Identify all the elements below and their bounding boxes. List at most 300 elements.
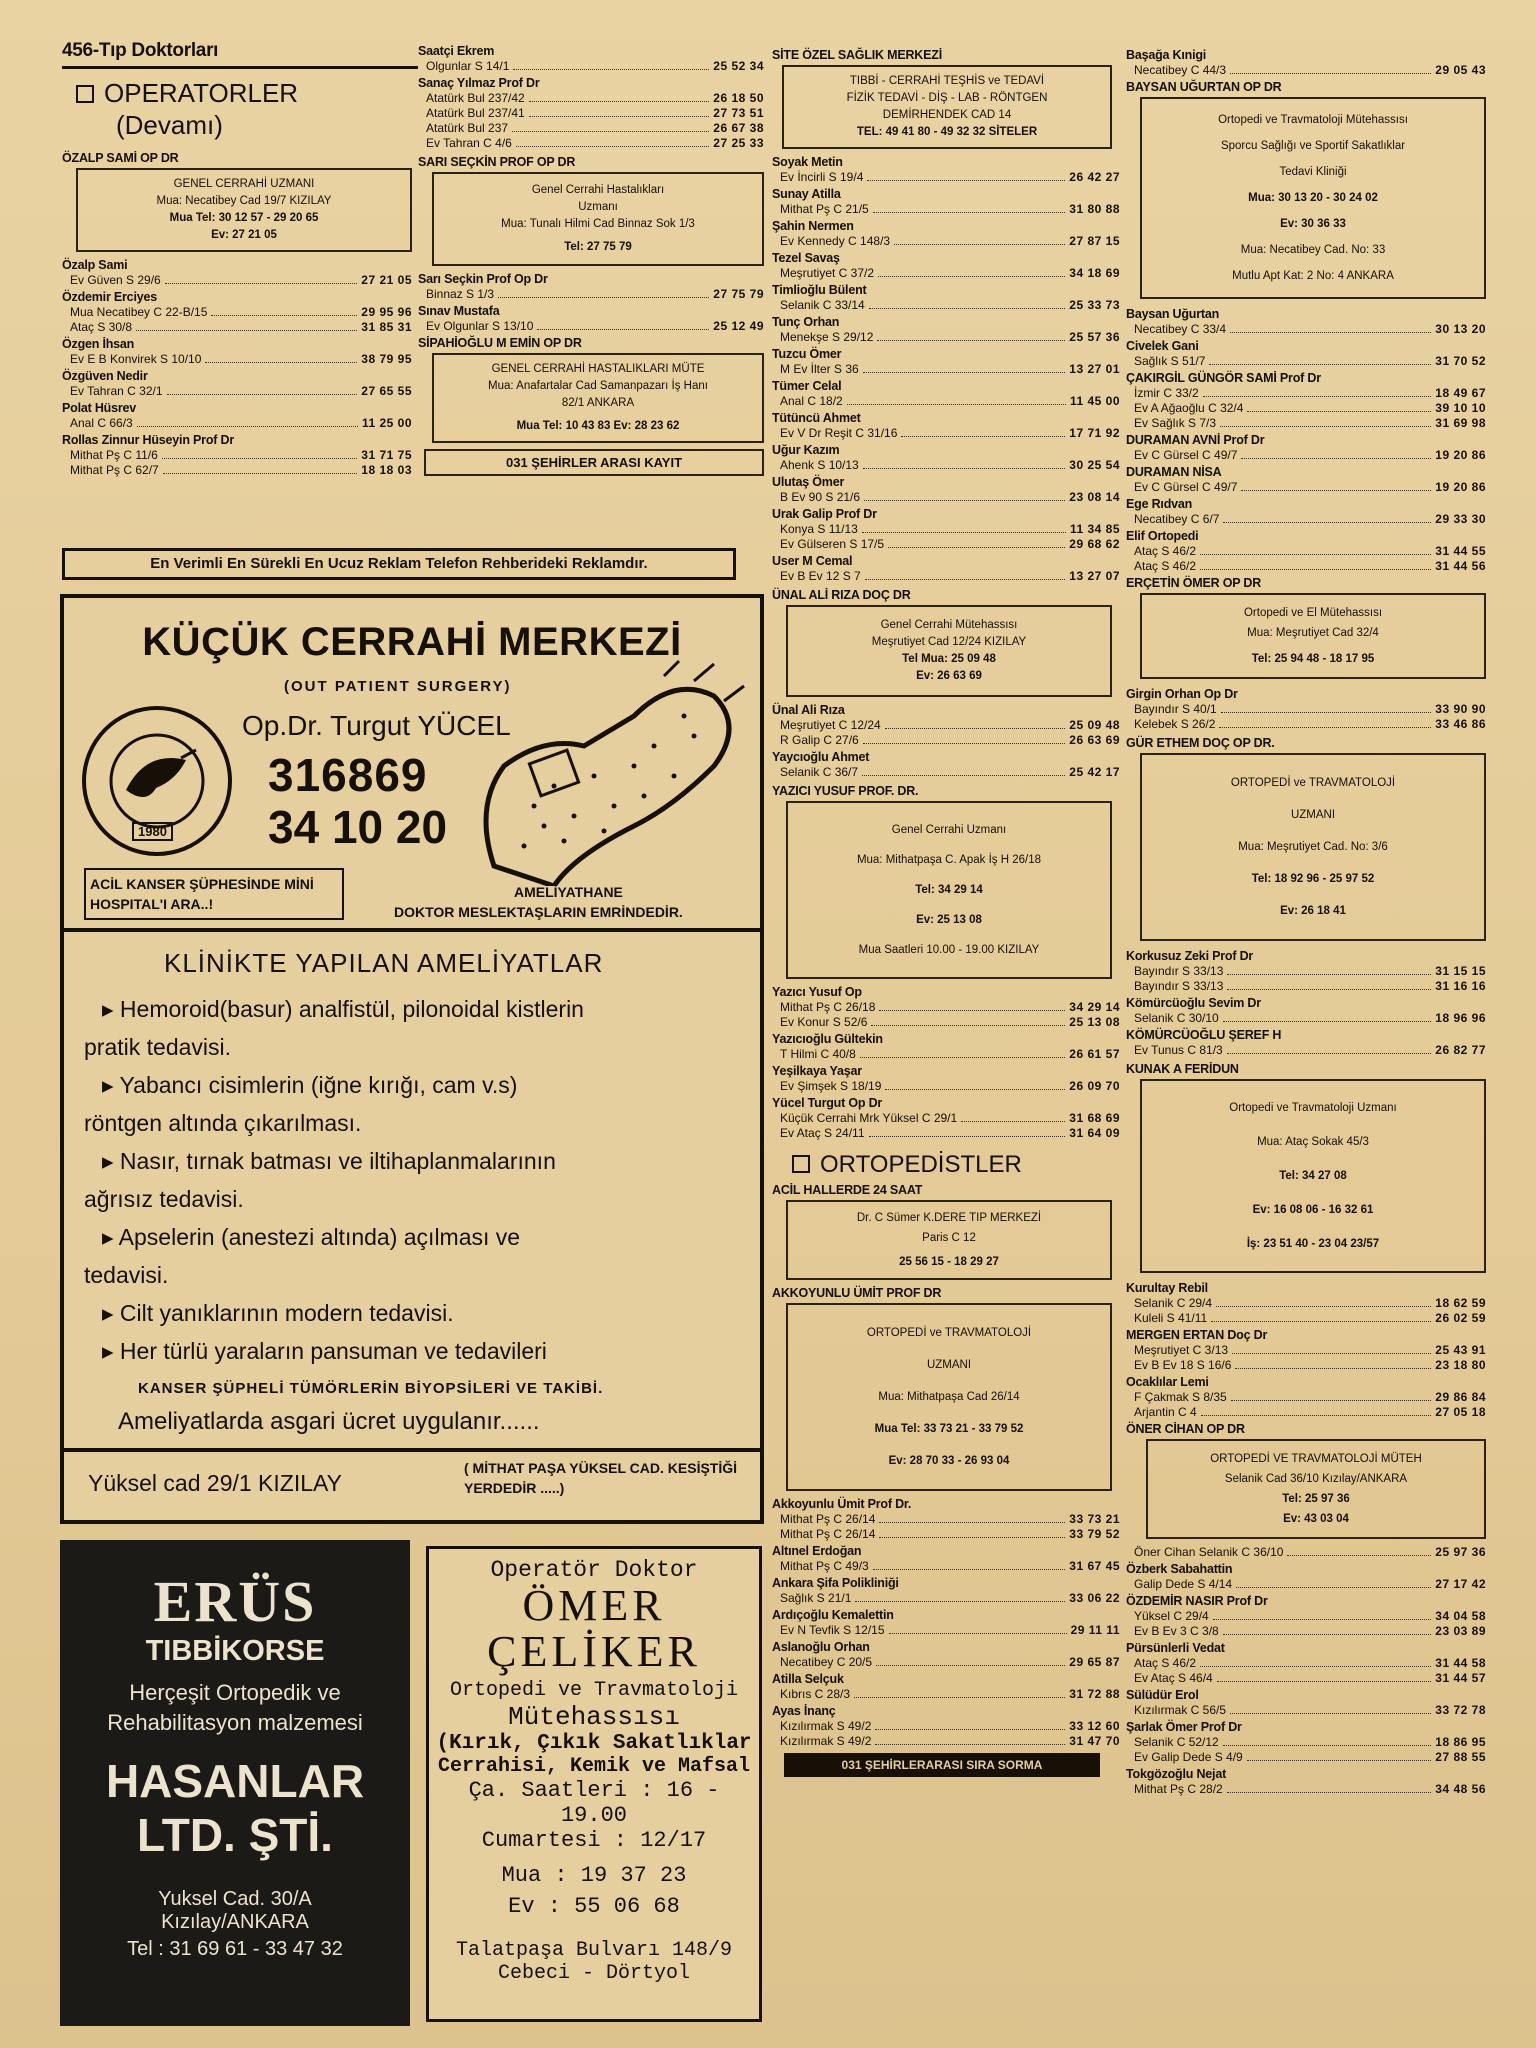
leader-dots	[205, 352, 357, 363]
entry-address: Bayındır S 33/13	[1134, 964, 1224, 978]
entry-line	[772, 1591, 1120, 1606]
erus-ad	[60, 1540, 410, 2026]
entry-line	[1126, 512, 1486, 527]
omer-celiker-ad	[426, 1546, 762, 2022]
directory-entry	[772, 1704, 1120, 1749]
leader-dots	[1247, 401, 1431, 412]
entry-line	[1126, 1390, 1486, 1405]
directory-entry	[1126, 1562, 1486, 1592]
leader-dots	[136, 320, 357, 331]
entry-address: Necatibey C 6/7	[1134, 512, 1220, 526]
entry-line	[772, 394, 1120, 409]
entry-address: Selanik C 52/12	[1134, 1735, 1219, 1749]
directory-entry	[1126, 949, 1486, 994]
directory-entry	[772, 283, 1120, 313]
entry-phone: 31 68 69	[1069, 1111, 1120, 1125]
entry-phone: 19 20 86	[1435, 448, 1486, 462]
column-2	[418, 44, 764, 476]
note-right-1: AMELİYATHANE	[514, 884, 623, 900]
entry-line	[772, 426, 1120, 441]
leader-dots	[1227, 1782, 1432, 1793]
entry-name: Saatçi Ekrem	[418, 44, 495, 58]
leader-dots	[1201, 1405, 1432, 1416]
checkbox-icon	[76, 85, 94, 103]
leader-dots	[878, 266, 1065, 277]
entry-address: Ev V Dr Reşit C 31/16	[780, 426, 898, 440]
bandaged-foot-illustration	[464, 656, 754, 886]
entry-line	[418, 121, 764, 136]
leader-dots	[847, 394, 1066, 405]
leader-dots	[1200, 1656, 1431, 1667]
entry-phone: 33 79 52	[1069, 1527, 1120, 1541]
entry-phone: 31 15 15	[1435, 964, 1486, 978]
list-title: KLİNİKTE YAPILAN AMELİYATLAR	[164, 948, 604, 978]
leader-dots	[1241, 480, 1431, 491]
leader-dots	[1200, 544, 1431, 555]
directory-entry	[1126, 1641, 1486, 1686]
directory-entry	[1126, 687, 1486, 732]
leader-dots	[1227, 1043, 1432, 1054]
entry-address: Sağlık S 21/1	[780, 1591, 852, 1605]
leader-dots	[137, 416, 358, 427]
entry-name: DURAMAN NİSA	[1126, 465, 1222, 479]
kayit-banner: 031 ŞEHİRLER ARASI KAYIT	[424, 449, 764, 476]
leader-dots	[1231, 1390, 1432, 1401]
biopsy-note: KANSER ŞÜPHELİ TÜMÖRLERİN BİYOPSİLERİ VE TAKİBİ.	[138, 1380, 604, 1397]
leader-dots	[875, 1719, 1065, 1730]
ad-line: Operatör Doktor	[490, 1557, 698, 1583]
entry-address: Ev A Ağaoğlu C 32/4	[1134, 401, 1244, 415]
entry-address: Ev Ataç S 24/11	[780, 1126, 865, 1140]
directory-entry	[62, 369, 412, 399]
entry-line	[772, 170, 1120, 185]
entries-col4b	[1126, 307, 1486, 574]
entry-line	[1126, 1011, 1486, 1026]
entry-phone: 26 63 69	[1069, 733, 1120, 747]
entry-phone: 25 33 73	[1069, 298, 1120, 312]
entry-name: Sanaç Yılmaz Prof Dr	[418, 76, 540, 90]
leader-dots	[1236, 1577, 1431, 1588]
info-box-gur: ORTOPEDİ ve TRAVMATOLOJİ UZMANI Mua: Meşrutiyet Cad. No: 3/6 Tel: 18 92 96 - 25 97 52 Ev: 26 18 41	[1140, 753, 1486, 941]
directory-entry	[62, 401, 412, 431]
ad-phone-2: 34 10 20	[268, 801, 448, 853]
entry-line	[1126, 964, 1486, 979]
entry-address: Ev İncirli S 19/4	[780, 170, 864, 184]
entry-phone: 18 96 96	[1435, 1011, 1486, 1025]
seal	[82, 706, 232, 856]
entry-phone: 34 04 58	[1435, 1609, 1486, 1623]
directory-entry	[62, 258, 412, 288]
leader-dots	[869, 298, 1066, 309]
entry-phone: 29 11 11	[1070, 1623, 1120, 1637]
entry-name: Baysan Uğurtan	[1126, 307, 1220, 321]
directory-entry	[772, 475, 1120, 505]
leader-dots	[871, 1015, 1065, 1026]
leader-dots	[167, 384, 358, 395]
directory-entry	[1126, 1545, 1486, 1560]
leader-dots	[163, 463, 358, 474]
entry-address: Ev Kennedy C 148/3	[780, 234, 891, 248]
directory-entry	[772, 1608, 1120, 1638]
entry-line	[1126, 401, 1486, 416]
leader-dots	[529, 106, 710, 117]
entry-name: Yaycıoğlu Ahmet	[772, 750, 870, 764]
entry-line	[1126, 559, 1486, 574]
leader-dots	[1247, 1750, 1432, 1761]
info-box-kunak: Ortopedi ve Travmatoloji Uzmanı Mua: Ataç Sokak 45/3 Tel: 34 27 08 Ev: 16 08 06 - 16 32 61 İş: 23 51 40 - 23 04 23/57	[1140, 1079, 1486, 1273]
directory-entry	[418, 76, 764, 151]
entry-address: Mithat Pş C 49/3	[780, 1559, 869, 1573]
directory-entry	[62, 290, 412, 335]
entry-address: Mithat Pş C 28/2	[1134, 1782, 1223, 1796]
directory-entry	[1126, 1688, 1486, 1718]
entry-line	[62, 352, 412, 367]
directory-entry	[772, 1064, 1120, 1094]
entry-address: Mithat Pş C 26/14	[780, 1527, 876, 1541]
directory-entry	[772, 703, 1120, 748]
entry-line	[772, 733, 1120, 748]
entry-address: Atatürk Bul 237/41	[426, 106, 525, 120]
entry-phone: 31 44 55	[1435, 544, 1486, 558]
directory-entry	[418, 304, 764, 334]
entry-line	[62, 448, 412, 463]
entry-address: Selanik C 33/14	[780, 298, 865, 312]
entry-line	[62, 463, 412, 478]
entry-name: Elif Ortopedi	[1126, 529, 1199, 543]
entry-address: Selanik C 36/7	[780, 765, 859, 779]
directory-entry	[1126, 996, 1486, 1026]
entry-address: Ev B Ev 18 S 16/6	[1134, 1358, 1232, 1372]
directory-entry	[772, 379, 1120, 409]
entry-address: Kızılırmak C 56/5	[1134, 1703, 1227, 1717]
leader-dots	[877, 330, 1065, 341]
leader-dots	[863, 733, 1066, 744]
entry-line	[772, 202, 1120, 217]
directory-entry	[772, 750, 1120, 780]
entries-col4f	[1126, 1545, 1486, 1797]
entry-name: Tütüncü Ahmet	[772, 411, 861, 425]
entry-address: Anal C 18/2	[780, 394, 843, 408]
leader-dots	[513, 59, 709, 70]
entry-phone: 29 05 43	[1435, 63, 1486, 77]
entry-phone: 23 03 89	[1435, 1624, 1486, 1638]
entry-address: Galip Dede S 4/14	[1134, 1577, 1233, 1591]
entry-phone: 26 02 59	[1435, 1311, 1486, 1325]
entry-name: Aslanoğlu Orhan	[772, 1640, 870, 1654]
entry-name: SARI SEÇKİN PROF OP DR	[418, 155, 576, 169]
ad-title: KÜÇÜK CERRAHİ MERKEZİ	[142, 620, 682, 664]
entry-name: Girgin Orhan Op Dr	[1126, 687, 1238, 701]
section-subtitle: (Devamı)	[116, 110, 223, 140]
entry-name: Tümer Celal	[772, 379, 842, 393]
leader-dots	[1223, 512, 1431, 523]
info-box-sipahi: GENEL CERRAHİ HASTALIKLARI MÜTE Mua: Anafartalar Cad Samanpazarı İş Hanı 82/1 ANKARA Mua Tel: 10 43 83 Ev: 28 23 62	[432, 353, 764, 443]
entry-phone: 27 17 42	[1435, 1577, 1486, 1591]
ad-addr-2: Cebeci - Dörtyol	[497, 1962, 691, 1985]
directory-entry	[1126, 339, 1486, 369]
entry-address: Menekşe S 29/12	[780, 330, 874, 344]
entry-name: SİPAHİOĞLU M EMİN OP DR	[418, 336, 582, 350]
entry-line	[1126, 354, 1486, 369]
entry-line	[772, 458, 1120, 473]
entry-name: ÇAKIRGİL GÜNGÖR SAMİ Prof Dr	[1126, 371, 1321, 385]
entry-line	[1126, 1043, 1486, 1058]
leader-dots	[863, 362, 1066, 373]
entry-address: Mithat Pş C 26/18	[780, 1000, 876, 1014]
directory-entry	[772, 347, 1120, 377]
entry-name: MERGEN ERTAN Doç Dr	[1126, 1328, 1268, 1342]
entry-phone: 26 18 50	[713, 91, 764, 105]
entry-phone: 11 45 00	[1069, 394, 1120, 408]
entry-line	[62, 384, 412, 399]
entry-phone: 31 67 45	[1069, 1559, 1120, 1573]
entry-line	[772, 362, 1120, 377]
entry-phone: 27 21 05	[361, 273, 412, 287]
leader-dots	[894, 234, 1065, 245]
entry-phone: 25 12 49	[713, 319, 764, 333]
leader-dots	[862, 522, 1066, 533]
entry-name: Timlioğlu Bülent	[772, 283, 867, 297]
entry-name: Akkoyunlu Ümit Prof Dr.	[772, 1497, 912, 1511]
directory-entry	[62, 337, 412, 367]
directory-entry	[772, 1096, 1120, 1141]
erus-company-1: HASANLAR	[105, 1755, 365, 1807]
directory-entry	[772, 411, 1120, 441]
directory-entry	[1126, 1767, 1486, 1797]
leader-dots	[512, 121, 709, 132]
directory-entry	[772, 1497, 1120, 1542]
entry-address: Ev Güven S 29/6	[70, 273, 161, 287]
entry-address: Ev Tahran C 32/1	[70, 384, 163, 398]
leader-dots	[1217, 1671, 1432, 1682]
info-box-sari: Genel Cerrahi Hastalıkları Uzmanı Mua: Tunalı Hilmi Cad Binnaz Sok 1/3 Tel: 27 75 79	[432, 172, 764, 266]
entry-address: Ataç S 30/8	[70, 320, 133, 334]
entry-name: Kurultay Rebil	[1126, 1281, 1208, 1295]
entry-line	[1126, 702, 1486, 717]
entry-name: Ocaklılar Lemi	[1126, 1375, 1209, 1389]
entry-line	[418, 319, 764, 334]
entry-line	[772, 330, 1120, 345]
entry-address: Ev B Ev 12 S 7	[780, 569, 861, 583]
note-right-2: DOKTOR MESLEKTAŞLARIN EMRİNDEDİR.	[394, 904, 683, 920]
entry-address: Ev C Gürsel C 49/7	[1134, 480, 1238, 494]
erus-logo: ERÜS	[153, 1569, 317, 1634]
leader-dots	[879, 1527, 1065, 1538]
entries-col4c	[1126, 687, 1486, 732]
entry-address: Mithat Pş C 26/14	[780, 1512, 876, 1526]
directory-entry	[1126, 1594, 1486, 1639]
entry-line	[1126, 1358, 1486, 1373]
entry-address: Yüksel C 29/4	[1134, 1609, 1209, 1623]
entry-line	[772, 1079, 1120, 1094]
entry-line	[1126, 1609, 1486, 1624]
entry-phone: 11 34 85	[1069, 522, 1120, 536]
note-left: ACİL KANSER ŞÜPHESİNDE MİNİ HOSPITAL'I ARA..!	[84, 868, 344, 920]
entry-address: Necatibey C 44/3	[1134, 63, 1227, 77]
leader-dots	[1219, 717, 1431, 728]
entry-line	[1126, 979, 1486, 994]
entry-address: Arjantin C 4	[1134, 1405, 1197, 1419]
leader-dots	[1230, 1703, 1431, 1714]
entry-phone: 13 27 01	[1069, 362, 1120, 376]
info-box-acil: Dr. C Sümer K.DERE TIP MERKEZİ Paris C 12 25 56 15 - 18 29 27	[786, 1200, 1112, 1280]
ad-address: Yüksel cad 29/1 KIZILAY	[88, 1470, 342, 1496]
entry-name: Özdemir Erciyes	[62, 290, 157, 304]
entry-phone: 26 67 38	[713, 121, 764, 135]
entry-address: Mithat Pş C 21/5	[780, 202, 869, 216]
entry-name: Urak Galip Prof Dr	[772, 507, 877, 521]
leader-dots	[1287, 1545, 1431, 1556]
entry-phone: 34 18 69	[1069, 266, 1120, 280]
directory-entry	[772, 985, 1120, 1030]
entry-phone: 33 90 90	[1435, 702, 1486, 716]
entry-name: Yeşilkaya Yaşar	[772, 1064, 862, 1078]
entry-line	[1126, 1735, 1486, 1750]
directory-entry	[772, 187, 1120, 217]
entry-name: Özberk Sabahattin	[1126, 1562, 1233, 1576]
leader-dots	[165, 273, 358, 284]
ad-addr-1: Talatpaşa Bulvarı 148/9	[455, 1939, 733, 1962]
leader-dots	[869, 1126, 1066, 1137]
leader-dots	[1203, 386, 1432, 397]
entry-line	[62, 416, 412, 431]
entry-line	[1126, 544, 1486, 559]
column-3	[772, 48, 1120, 1777]
entry-phone: 23 18 80	[1435, 1358, 1486, 1372]
entry-name: Uğur Kazım	[772, 443, 840, 457]
leader-dots	[1220, 416, 1431, 427]
section-title-ortho: ORTOPEDİSTLER	[792, 1149, 1120, 1181]
entry-phone: 31 69 98	[1435, 416, 1486, 430]
entry-line	[1126, 63, 1486, 78]
entry-name: SİTE ÖZEL SAĞLIK MERKEZİ	[772, 48, 942, 62]
ad-saturday: Cumartesi : 12/17	[481, 1828, 707, 1853]
entry-address: Binnaz S 1/3	[426, 287, 495, 301]
entry-phone: 31 44 57	[1435, 1671, 1486, 1685]
entries-col3c	[772, 985, 1120, 1141]
entry-address: T Hilmi C 40/8	[780, 1047, 856, 1061]
leader-dots	[1223, 1624, 1432, 1635]
entry-line	[418, 106, 764, 121]
leader-dots	[1227, 964, 1431, 975]
entry-line	[1126, 480, 1486, 495]
column-1	[62, 40, 412, 480]
entry-name: KÖMÜRCÜOĞLU ŞEREF H	[1126, 1028, 1282, 1042]
entry-phone: 25 43 91	[1435, 1343, 1486, 1357]
entry-phone: 31 47 70	[1069, 1734, 1120, 1748]
entry-line	[1126, 1405, 1486, 1420]
entry-name: Kömürcüoğlu Sevim Dr	[1126, 996, 1261, 1010]
entry-line	[62, 320, 412, 335]
leader-dots	[875, 1734, 1065, 1745]
entry-line	[772, 1126, 1120, 1141]
entry-line	[418, 59, 764, 74]
entry-address: Mua Necatibey C 22-B/15	[70, 305, 208, 319]
entry-name: Tezel Savaş	[772, 251, 840, 265]
entry-address: Meşrutiyet C 12/24	[780, 718, 881, 732]
entries-col2	[418, 44, 764, 151]
entry-phone: 33 12 60	[1069, 1719, 1120, 1733]
entry-phone: 26 42 27	[1069, 170, 1120, 184]
info-box-ozalp: GENEL CERRAHİ UZMANI Mua: Necatibey Cad 19/7 KIZILAY Mua Tel: 30 12 57 - 29 20 65 Ev: 27 21 05	[76, 168, 412, 252]
entry-address: Konya S 11/13	[780, 522, 858, 536]
leader-dots	[864, 490, 1065, 501]
directory-entry	[1126, 433, 1486, 463]
leader-dots	[1230, 322, 1431, 333]
entry-name: Ankara Şifa Polikliniği	[772, 1576, 899, 1590]
directory-entry	[1126, 371, 1486, 431]
entry-phone: 31 16 16	[1435, 979, 1486, 993]
entry-line	[772, 1734, 1120, 1749]
entry-name: Ege Rıdvan	[1126, 497, 1193, 511]
leader-dots	[1211, 1311, 1431, 1322]
entry-address: Sağlık S 51/7	[1134, 354, 1206, 368]
entry-name: Ardıçoğlu Kemalettin	[772, 1608, 894, 1622]
entries-col3	[772, 155, 1120, 584]
entry-phone: 25 52 34	[713, 59, 764, 73]
directory-entry	[772, 1544, 1120, 1574]
erus-addr-2: Kızılay/ANKARA	[161, 1911, 309, 1933]
bottom-banner: 031 ŞEHİRLERARASI SIRA SORMA	[784, 1753, 1100, 1777]
entry-name: Şahin Nermen	[772, 219, 854, 233]
entry-phone: 27 25 33	[713, 136, 764, 150]
entry-phone: 13 27 07	[1069, 569, 1120, 583]
entry-phone: 31 44 56	[1435, 559, 1486, 573]
entry-address: Ev Gülseren S 17/5	[780, 537, 885, 551]
entry-phone: 25 57 36	[1069, 330, 1120, 344]
entry-phone: 33 06 22	[1069, 1591, 1120, 1605]
directory-entry	[772, 1672, 1120, 1702]
entry-phone: 18 49 67	[1435, 386, 1486, 400]
info-box-yazici: Genel Cerrahi Uzmanı Mua: Mithatpaşa C. Apak İş H 26/18 Tel: 34 29 14 Ev: 25 13 08 Mua Saatleri 10.00 - 19.00 KIZILAY	[786, 801, 1112, 979]
entry-name: Yazıcı Yusuf Op	[772, 985, 862, 999]
entries-col4	[1126, 48, 1486, 78]
entry-address: Ev Sağlık S 7/3	[1134, 416, 1217, 430]
leader-dots	[879, 1512, 1065, 1523]
entry-name: Sınav Mustafa	[418, 304, 500, 318]
entry-line	[772, 1047, 1120, 1062]
entry-line	[1126, 416, 1486, 431]
entry-phone: 17 71 92	[1069, 426, 1120, 440]
entry-line	[1126, 1703, 1486, 1718]
entry-phone: 33 72 78	[1435, 1703, 1486, 1717]
leader-dots	[876, 1655, 1065, 1666]
entry-name: Sarı Seçkin Prof Op Dr	[418, 272, 548, 286]
entry-address: Selanik C 29/4	[1134, 1296, 1213, 1310]
entry-address: R Galip C 27/6	[780, 733, 859, 747]
entry-line	[772, 1512, 1120, 1527]
entry-line	[1126, 1343, 1486, 1358]
entry-line	[62, 273, 412, 288]
erus-brand: TIBBİKORSE	[145, 1635, 325, 1667]
entry-phone: 31 85 31	[361, 320, 412, 334]
entry-phone: 27 05 18	[1435, 1405, 1486, 1419]
entry-line	[772, 765, 1120, 780]
entry-phone: 30 13 20	[1435, 322, 1486, 336]
entry-name: Ayas İnanç	[772, 1704, 836, 1718]
ad-subtitle: (OUT PATIENT SURGERY)	[284, 678, 512, 695]
ad-name-2: ÇELİKER	[487, 1627, 701, 1676]
entry-phone: 23 08 14	[1069, 490, 1120, 504]
entry-name: Özalp Sami	[62, 258, 128, 272]
entries-col1	[62, 258, 412, 478]
entry-address: Ev C Gürsel C 49/7	[1134, 448, 1238, 462]
entry-phone: 29 95 96	[361, 305, 412, 319]
directory-entry	[772, 251, 1120, 281]
entries-col4d	[1126, 949, 1486, 1058]
leader-dots	[498, 287, 709, 298]
entry-address: Kuleli S 41/11	[1134, 1311, 1208, 1325]
